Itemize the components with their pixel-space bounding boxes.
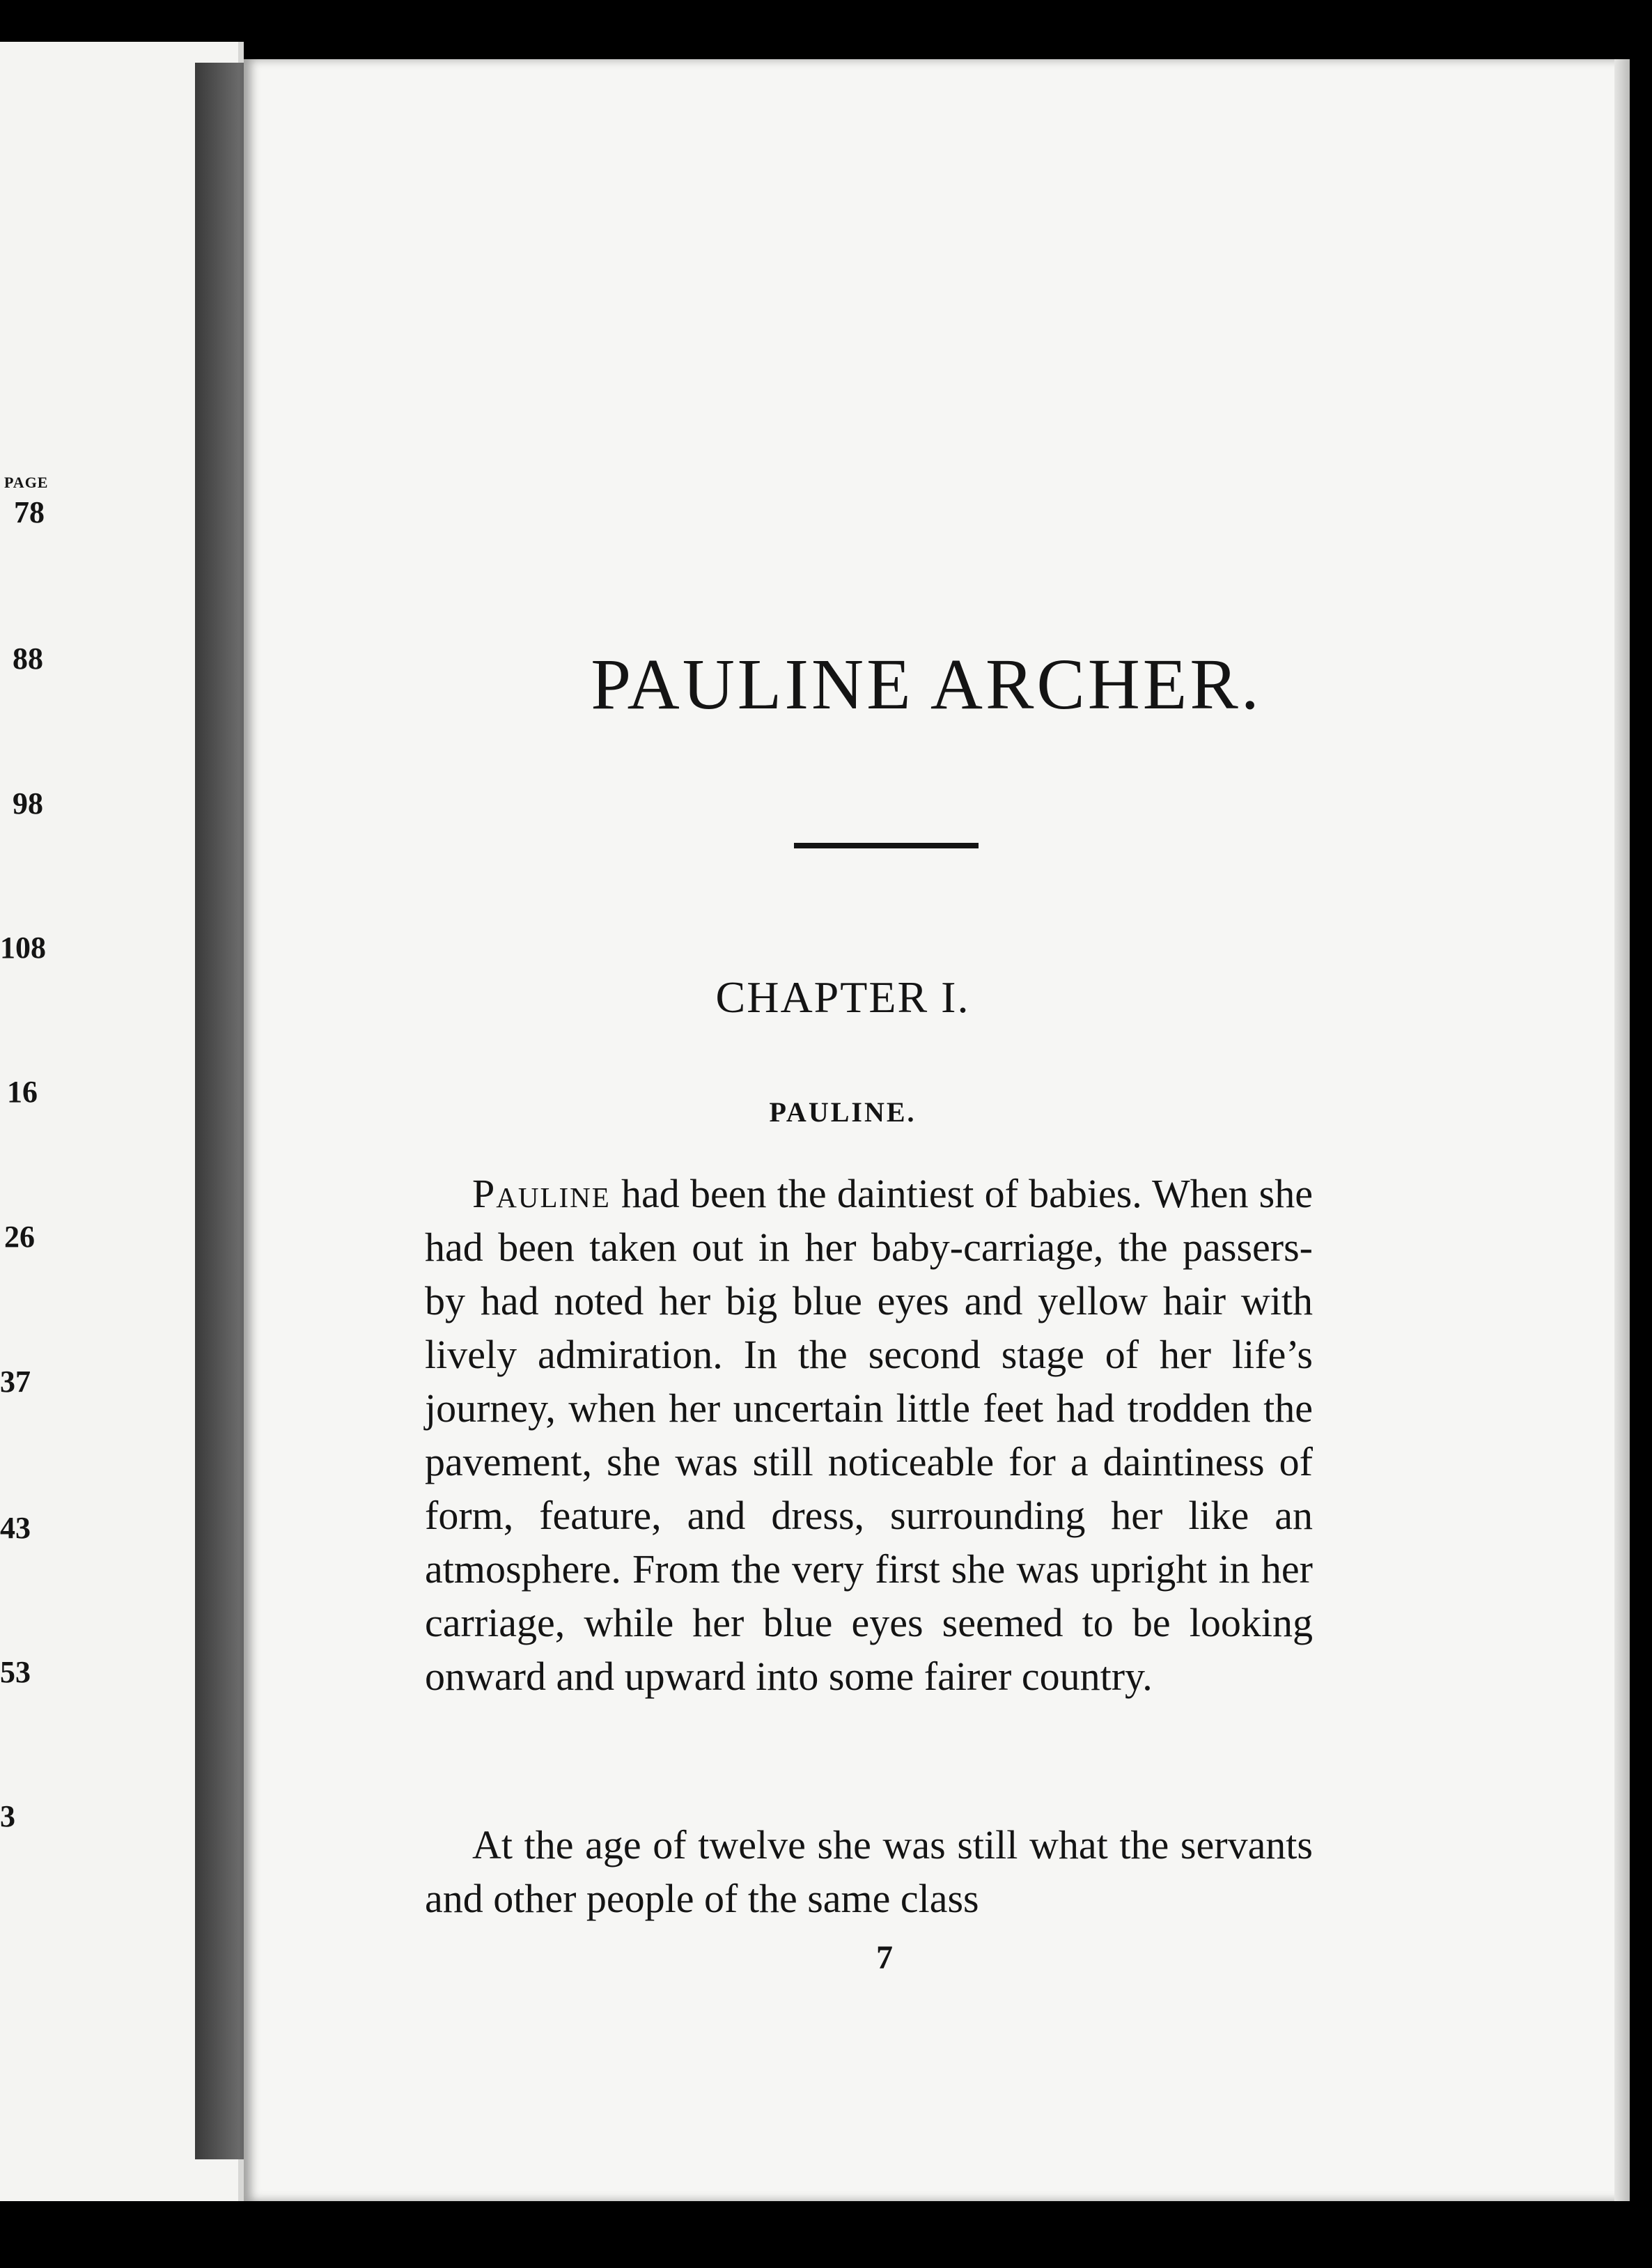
chapter-heading: CHAPTER I. — [715, 972, 970, 1022]
paragraph-text: At the age of twelve she was still what the servants and other people of the same class — [425, 1822, 1313, 1921]
paragraph-lead-word: Pauline — [472, 1171, 611, 1216]
toc-page-number: 37 — [0, 1365, 31, 1399]
toc-page-number: 108 — [0, 931, 46, 965]
toc-page-number: 26 — [4, 1220, 35, 1254]
book-page-right — [244, 59, 1630, 2201]
chapter-subtitle: PAULINE. — [769, 1096, 917, 1128]
toc-page-column-header: PAGE — [4, 474, 49, 491]
page-number: 7 — [876, 1939, 893, 1976]
page-edge — [1614, 59, 1630, 2201]
toc-page-number: 53 — [0, 1655, 31, 1689]
toc-page-number: 16 — [7, 1075, 38, 1109]
toc-page-number: 88 — [13, 642, 43, 676]
book-title: PAULINE ARCHER. — [591, 644, 1262, 724]
toc-page-number: 43 — [0, 1511, 31, 1545]
body-paragraph — [425, 1818, 1313, 1925]
paragraph-text: had been the daintiest of babies. When she had been taken out in her baby-carriage, the passers-by had noted her big blue eyes and yellow hair with lively admiration. In the second stage of her life’s journey, when her uncertain little feet had trodden the pavement, she was still noticeable for a daintiness of form, feature, and dress, surrounding her like an atmosphere. From the very first she was upright in her carriage, while her blue eyes seemed to be looking onward and upward into some fairer country. — [425, 1171, 1313, 1699]
body-paragraph — [425, 1167, 1313, 1703]
toc-page-number: 3 — [0, 1799, 15, 1833]
toc-page-number: 98 — [13, 786, 43, 821]
title-divider-rule — [794, 843, 979, 848]
toc-page-number: 78 — [14, 495, 45, 529]
